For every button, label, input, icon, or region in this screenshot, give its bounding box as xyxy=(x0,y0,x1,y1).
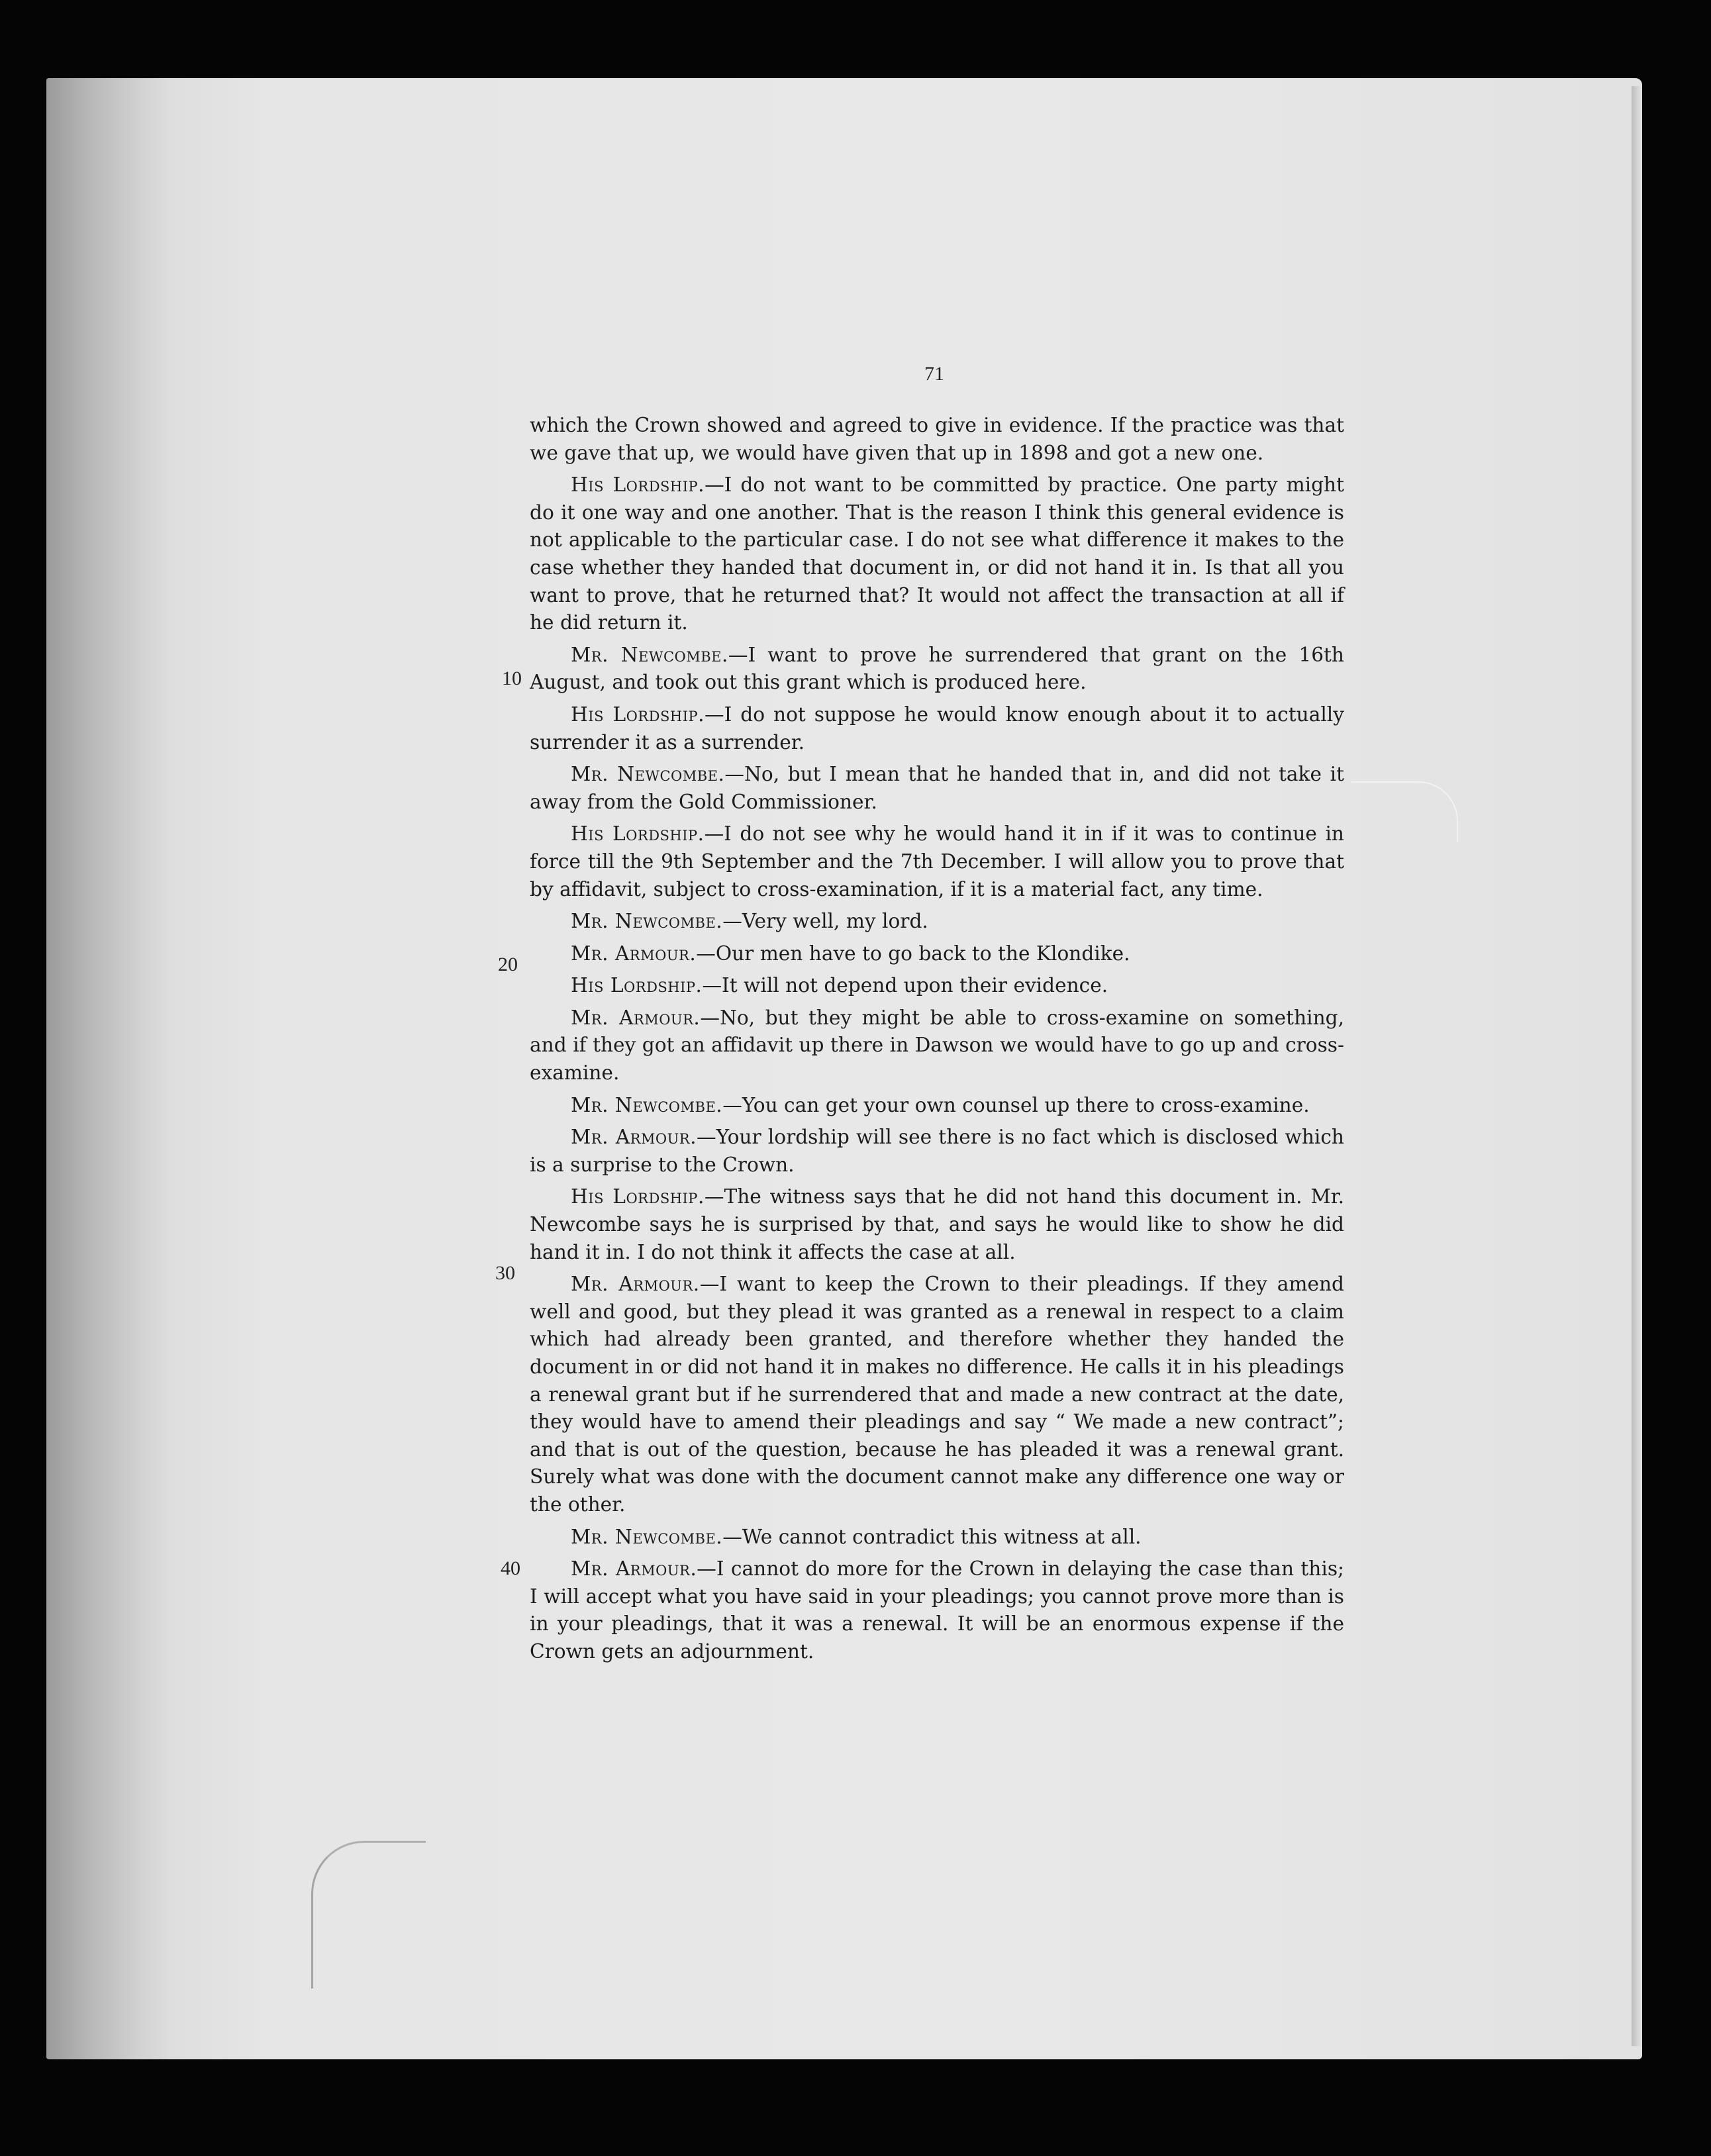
paragraph xyxy=(530,642,1344,697)
paragraph-text: —I do not see why he would hand it in if it was to continue in force till the 9th September and the 7th December. I will allow you to prove that by affidavit, subject to cross-examination, if it is a material fact, any time. xyxy=(530,822,1344,901)
speaker-label: His Lordship. xyxy=(571,473,705,497)
line-number-20: 20 xyxy=(498,954,518,975)
paragraph xyxy=(530,1183,1344,1266)
speaker-label: Mr. Armour. xyxy=(571,942,697,965)
speaker-label: Mr. Armour. xyxy=(571,1557,697,1581)
paragraph xyxy=(530,761,1344,816)
speaker-label: Mr. Newcombe. xyxy=(571,910,723,933)
speaker-label: His Lordship. xyxy=(571,703,705,726)
speaker-label: Mr. Newcombe. xyxy=(571,763,725,786)
paragraph-text: —I want to prove he surrendered that grant on the 16th August, and took out this grant which is produced here. xyxy=(530,643,1344,694)
paragraph-text: —No, but I mean that he handed that in, and did not take it away from the Gold Commissioner. xyxy=(530,763,1344,813)
page-number: 71 xyxy=(924,363,944,385)
speaker-label: His Lordship. xyxy=(571,1185,705,1208)
paragraph xyxy=(530,972,1344,1000)
speaker-label: Mr. Armour. xyxy=(571,1273,700,1296)
paragraph xyxy=(530,1004,1344,1087)
paragraph-text: —We cannot contradict this witness at all. xyxy=(722,1525,1142,1548)
speaker-label: Mr. Newcombe. xyxy=(571,643,728,666)
speaker-label: His Lordship. xyxy=(571,822,705,846)
transcript-body xyxy=(530,412,1344,1671)
line-number-30: 30 xyxy=(495,1262,515,1284)
paragraph xyxy=(530,1124,1344,1179)
film-scratch xyxy=(1351,781,1458,842)
paragraph-text: —The witness says that he did not hand this document in. Mr. Newcombe says he is surprised by that, and says he would like to show he did hand it in. I do not think it affects the case at all. xyxy=(530,1185,1344,1263)
paragraph xyxy=(530,471,1344,637)
paragraph-text: —Your lordship will see there is no fact which is disclosed which is a surprise to the Crown. xyxy=(530,1126,1344,1176)
paragraph-text: —No, but they might be able to cross-examine on something, and if they got an affidavit up there in Dawson we would have to go up and cross-examine. xyxy=(530,1006,1344,1085)
paragraph xyxy=(530,1092,1344,1120)
paragraph xyxy=(530,412,1344,467)
paragraph-text: —I do not suppose he would know enough about it to actually surrender it as a surrender. xyxy=(530,703,1344,754)
line-number-40: 40 xyxy=(501,1557,520,1579)
paragraph-text: which the Crown showed and agreed to give in evidence. If the practice was that we gave that up, we would have given that up in 1898 and got a new one. xyxy=(530,414,1344,464)
paragraph xyxy=(530,1524,1344,1551)
speaker-label: Mr. Newcombe. xyxy=(571,1525,723,1548)
paragraph xyxy=(530,820,1344,903)
speaker-label: Mr. Armour. xyxy=(571,1006,701,1029)
paper-stain xyxy=(311,1841,426,1988)
speaker-label: His Lordship. xyxy=(571,974,703,997)
paragraph xyxy=(530,1555,1344,1665)
paragraph-text: —You can get your own counsel up there to cross-examine. xyxy=(722,1093,1310,1116)
line-number-10: 10 xyxy=(502,667,522,689)
speaker-label: Mr. Newcombe. xyxy=(571,1093,723,1116)
binding-fold-shadow xyxy=(46,78,172,2059)
speaker-label: Mr. Armour. xyxy=(571,1126,697,1149)
paragraph xyxy=(530,1271,1344,1518)
paragraph-text: —I do not want to be committed by practice. One party might do it one way and one another. That is the reason I think this general evidence is not applicable to the particular case. I do not see what difference it makes to the case whether they handed that document in, or did not hand it in. Is that all you want to prove, that he returned that? It would not affect the transaction at all if he did return it. xyxy=(530,473,1344,634)
page-edge xyxy=(1632,86,1641,2046)
paragraph-text: —It will not depend upon their evidence. xyxy=(702,974,1108,997)
paragraph-text: —I want to keep the Crown to their pleadings. If they amend well and good, but they plead it was granted as a renewal in respect to a claim which had already been granted, and therefore whether they handed the document in or did not hand it in makes no difference. He calls it in his pleadings a renewal grant but if he surrendered that and made a new contract at the date, they would have to amend their pleadings and say “ We made a new contract”; and that is out of the question, because he has pleaded it was a renewal grant. Surely what was done with the document cannot make any difference one way or the other. xyxy=(530,1273,1344,1516)
paragraph-text: —Our men have to go back to the Klondike. xyxy=(696,942,1130,965)
paragraph-text: —I cannot do more for the Crown in delaying the case than this; I will accept what you have said in your pleadings; you cannot prove more than is in your pleadings, that it was a renewal. It will be an enormous expense if the Crown gets an adjournment. xyxy=(530,1557,1344,1663)
paragraph xyxy=(530,701,1344,756)
paragraph xyxy=(530,908,1344,936)
paragraph xyxy=(530,940,1344,968)
paragraph-text: —Very well, my lord. xyxy=(722,910,928,933)
